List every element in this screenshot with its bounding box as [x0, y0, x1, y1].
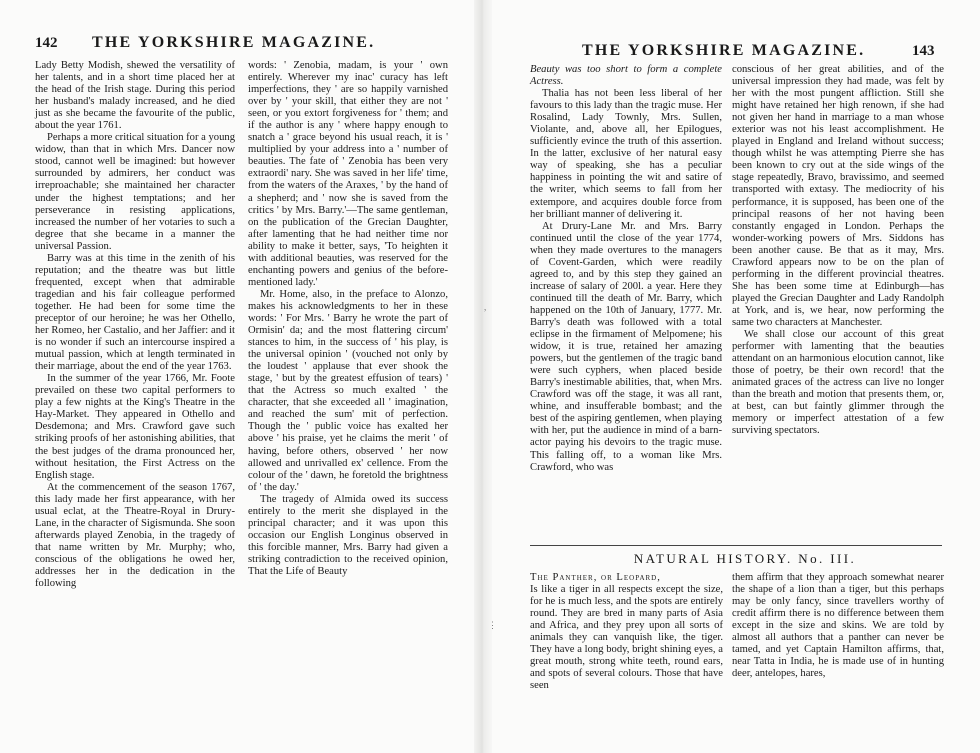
right-column-4: [732, 572, 944, 680]
paragraph: words: ' Zenobia, madam, is your ' own entirely. Wherever my inac' curacy has left imperfections, they ' are so happily varnished over by ' your skill, that either they are not ' seen, or you extort forgiveness for ' them; and if the author is any ' where happy enough to snatch a ' grace beyond his usual reach, it is ' multiplied by your address into a ' number of beauties. The fate of ' Zenobia has been very extraordi' nary. She was saved in her life' time, from the waters of the Araxes, ' by the hand of a shepherd; and ' now she is saved from the critics ' by Mrs. Barry.'—The same gentleman, on the publication of the Grecian Daughter, after lamenting that he had neither time nor ability to make it better, says, 'To heighten it with additional beauties, was reserved for the enchanting powers and genius of the before-mentioned lady.': [248, 60, 448, 288]
right-column-3: [530, 572, 723, 692]
left-column-1: [35, 60, 235, 590]
paragraph: Perhaps a more critical situation for a young widow, than that in which Mrs. Dancer now stood, cannot well be imagined: but however surrounded by admirers, her conduct was irreproachable; she maintained her character under the highest temptations; and her perseverance in resisting applications, increased the number of her votaries to such a degree that she became in a manner the universal Passion.: [35, 132, 235, 252]
paragraph: Mr. Home, also, in the preface to Alonzo, makes his acknowledgments to her in these words: ' For Mrs. ' Barry he wrote the part of Ormisin' da; and the most flattering circum' stances to him, in the success of ' his play, is the universal opinion ' (vouched not only by the loudest ' applause that ever shook the stage, ' but by the greatest effusion of tears) ' that the Actress so much exalted ' the character, that she exceeded all ' imagination, and reached the sum' mit of perfection. Though the ' public voice has exalted her above ' his praise, yet he claims the merit ' of having, before others, observed ' her now allowed and unrivalled ex' cellence. From the colour of the ' dawn, he foretold the brightness of ' the day.': [248, 288, 448, 493]
section-heading: NATURAL HISTORY. No. III.: [633, 551, 857, 566]
gutter-mark: ⋮: [488, 620, 497, 630]
right-column-1: [530, 64, 722, 474]
paragraph: In the summer of the year 1766, Mr. Foote prevailed on these two capital performers to play a few nights at the King's Theatre in the Hay-Market. They appeared in Othello and Desdemona; and Mrs. Crawford gave such striking proofs of her astonishing abilities, that the best judges of the drama pronounced her, without hesitation, the First Actress on the English stage.: [35, 373, 235, 481]
right-page-number: 143: [912, 43, 935, 59]
paragraph: We shall close our account of this great performer with lamenting that the beauties attendant on an harmonious elocution cannot, like those of poetry, be their own record! that the animated graces of the actress can live no longer than the breath and motion that presents them, or, at best, can but faintly glimmer through the memory or imperfect attestation of a few surviving spectators.: [732, 329, 944, 437]
article-text: Is like a tiger in all respects except the size, for he is much less, and the spots are entirely round. They are bred in many parts of Asia and Africa, and they prey upon all sorts of animals they can vanquish like, the tiger. They have a long body, bright shining eyes, a great mouth, strong white teeth, round ears, and spots of several colours. Those that have seen: [530, 584, 723, 692]
paragraph: Lady Betty Modish, shewed the versatility of her talents, and in a short time placed her at the head of the Irish stage. During this period her husband's malady increased, and he died just as she became the favourite of the public, about the year 1761.: [35, 60, 235, 132]
paragraph: Beauty was too short to form a complete Actress.: [530, 64, 722, 88]
paragraph: At Drury-Lane Mr. and Mrs. Barry continued until the close of the year 1774, when they made overtures to the managers of Covent-Garden, which were readily agreed to, and by this step they gained an increase of salary of 200l. a year. Here they continued till the death of Mr. Barry, which happened on the 10th of January, 1777. Mr. Barry's death was followed with a total eclipse in the firmament of Melpomene; his widow, it is true, retained her amazing powers, but the gentlemen of the tragic band were such cyphers, when placed beside Barry's inestimable abilities, that, when Mrs. Crawford was off the stage, it was all rant, whine, and insufferable bombast; and the best of the aspiring gentlemen, when playing with her, put the audience in mind of a barn-actor paying his devoirs to the tragic muse. This falling off, to a woman like Mrs. Crawford, who was: [530, 220, 722, 473]
paragraph: [530, 572, 723, 692]
section-rule: [530, 545, 942, 546]
left-running-head: THE YORKSHIRE MAGAZINE.: [92, 34, 376, 51]
paragraph: Barry was at this time in the zenith of his reputation; and the theatre was but little frequented, except when that admirable tragedian and his fair colleague performed together. He had been for some time the preceptor of our heroine; he was her Othello, her Romeo, her Castalio, and her Jaffier: and it is no wonder if such an intercourse inspired a mutual passion, which at length terminated in their marriage, about the end of the year 1763.: [35, 252, 235, 373]
left-column-2: [248, 60, 448, 578]
paragraph: them affirm that they approach somewhat nearer the shape of a lion than a tiger, but this perhaps may be only fancy, since travellers worthy of credit affirm there is no difference between them except in the size and skins. We are told by almost all authors that a panther can never be tamed, and yet Captain Hamilton affirms, that, near Tatta in India, he is made use of in hunting deer, antelopes, hares,: [732, 572, 944, 680]
book-gutter: [474, 0, 492, 753]
right-column-2: [732, 64, 944, 437]
paragraph: conscious of her great abilities, and of the universal impression they had made, was felt by her with the most pungent affliction. Still she might have retained her high renown, if she had not given her hand in marriage to a man whose exterior was not his least accomplishment. He played in England and Ireland without success; though whilst he was attempting Pierre she has been known to cry out at the side wings of the stage repeatedly, Bravo, bravissimo, and seemed transported with extasy. The mediocrity of his performance, it is supposed, has been one of the principal reasons of her not having been constantly engaged in London. Perhaps the wonder-working powers of Mrs. Siddons has been another cause. Be that as it may, Mrs. Crawford appears now to be on the plan of performing in the different provincial theatres. She has been some time at Edinburgh—has played the Grecian Daughter and Lady Randolph at York, and is, we hear, now performing the same two characters at Manchester.: [732, 64, 944, 328]
gutter-mark: ,: [484, 302, 487, 312]
paragraph: At the commencement of the season 1767, this lady made her first appearance, with her usual eclat, at the Theatre-Royal in Drury-Lane, in the character of Sigismunda. She soon afterwards played Zenobia, in the tragedy of that name written by Mr. Murphy; who, conscious of the obligations he owed her, addresses her in the dedication in the following: [35, 481, 235, 590]
paragraph: Thalia has not been less liberal of her favours to this lady than the tragic muse. Her Rosalind, Lady Townly, Mrs. Sullen, Violante, and, above all, her Epilogues, sufficiently evince the truth of this assertion. In the latter, exclusive of her natural easy way of speaking, she has a peculiar happiness in pointing the wit and satire of the writer, which seems to fall from her extempore, and acquires double force from her brilliant manner of delivering it.: [530, 88, 722, 220]
left-page-number: 142: [35, 35, 58, 51]
article-lead: The Panther, or Leopard,: [530, 572, 661, 583]
right-running-head: THE YORKSHIRE MAGAZINE.: [582, 42, 866, 59]
paragraph: The tragedy of Almida owed its success entirely to the merit she displayed in the principal character; and it was upon this occasion our English Longinus observed in this forcible manner, Mrs. Barry had given a striking contradiction to the received opinion, That the Life of Beauty: [248, 493, 448, 577]
